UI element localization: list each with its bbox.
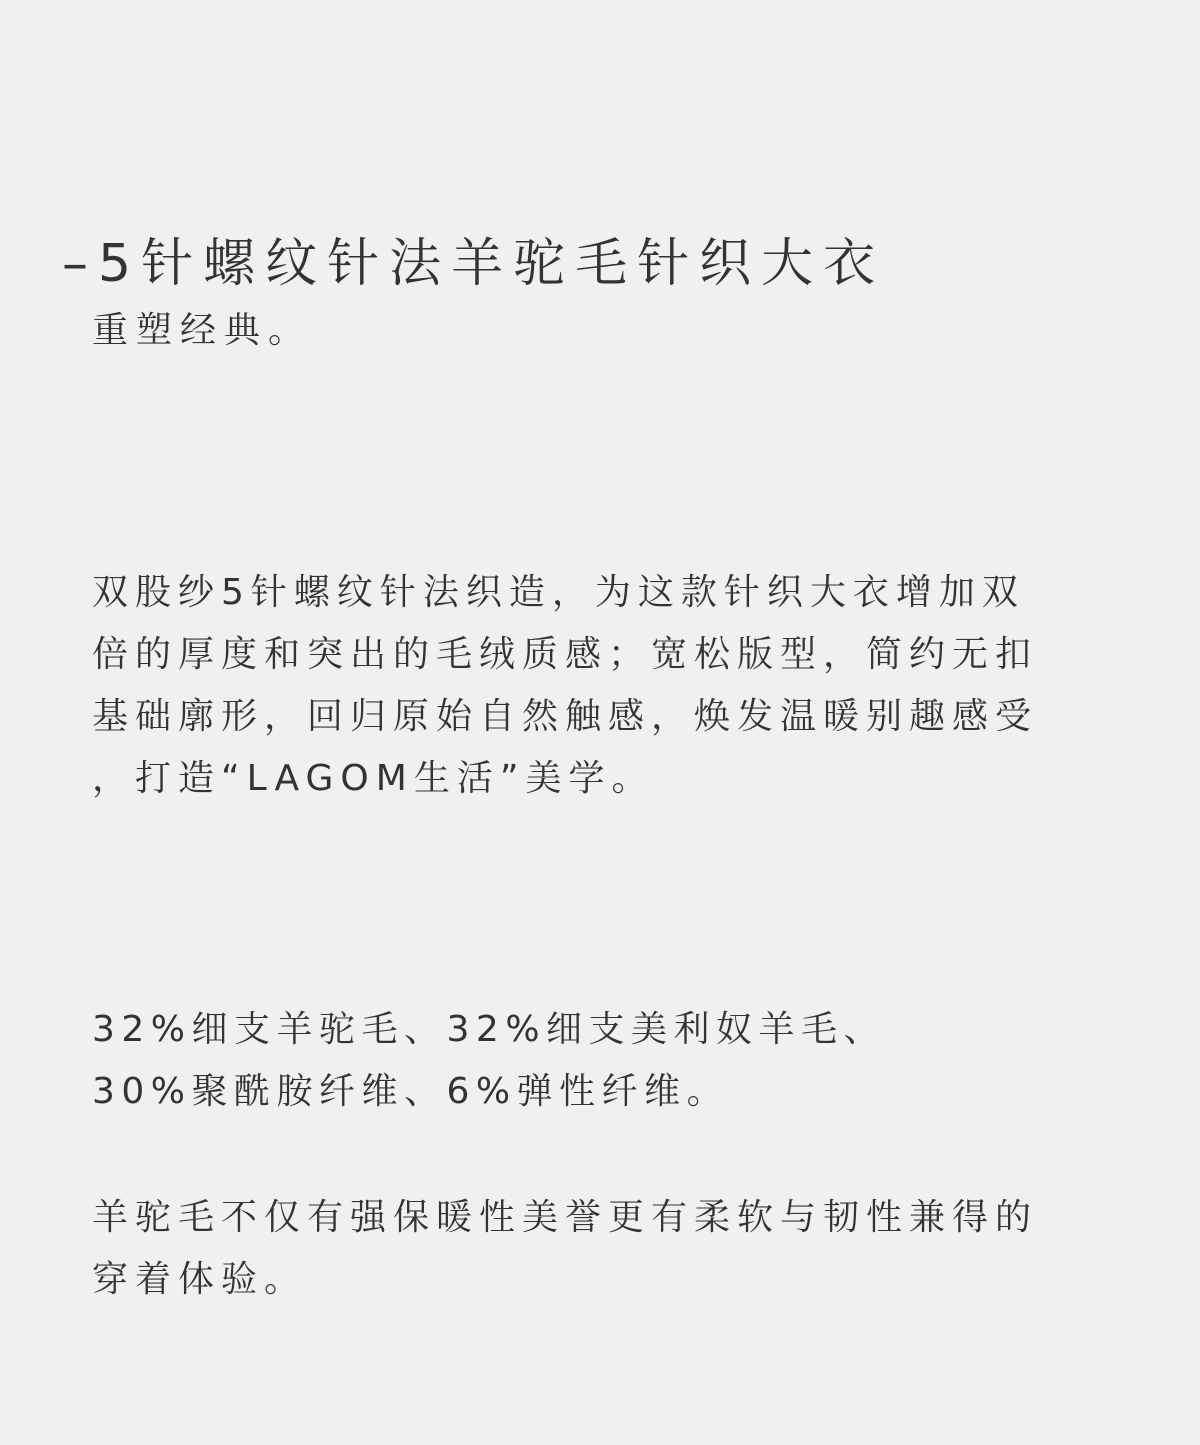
description-line: 双股纱5针螺纹针法织造，为这款针织大衣增加双 <box>92 572 1025 613</box>
description-line: ，打造“LAGOM生活”美学。 <box>92 758 655 799</box>
description-paragraph <box>92 562 1092 810</box>
note-line: 羊驼毛不仅有强保暖性美誉更有柔软与韧性兼得的 <box>92 1197 1039 1238</box>
material-composition <box>92 999 1092 1123</box>
description-line: 基础廓形，回归原始自然触感，焕发温暖别趣感受 <box>92 696 1039 737</box>
product-subtitle: 重塑经典。 <box>92 310 313 351</box>
description-line: 倍的厚度和突出的毛绒质感；宽松版型，简约无扣 <box>92 634 1039 675</box>
material-line: 32%细支羊驼毛、32%细支美利奴羊毛、 <box>92 1009 887 1050</box>
material-note <box>92 1187 1092 1311</box>
note-line: 穿着体验。 <box>92 1259 308 1300</box>
material-line: 30%聚酰胺纤维、6%弹性纤维。 <box>92 1071 730 1112</box>
product-title: –5针螺纹针法羊驼毛针织大衣 <box>62 234 886 294</box>
